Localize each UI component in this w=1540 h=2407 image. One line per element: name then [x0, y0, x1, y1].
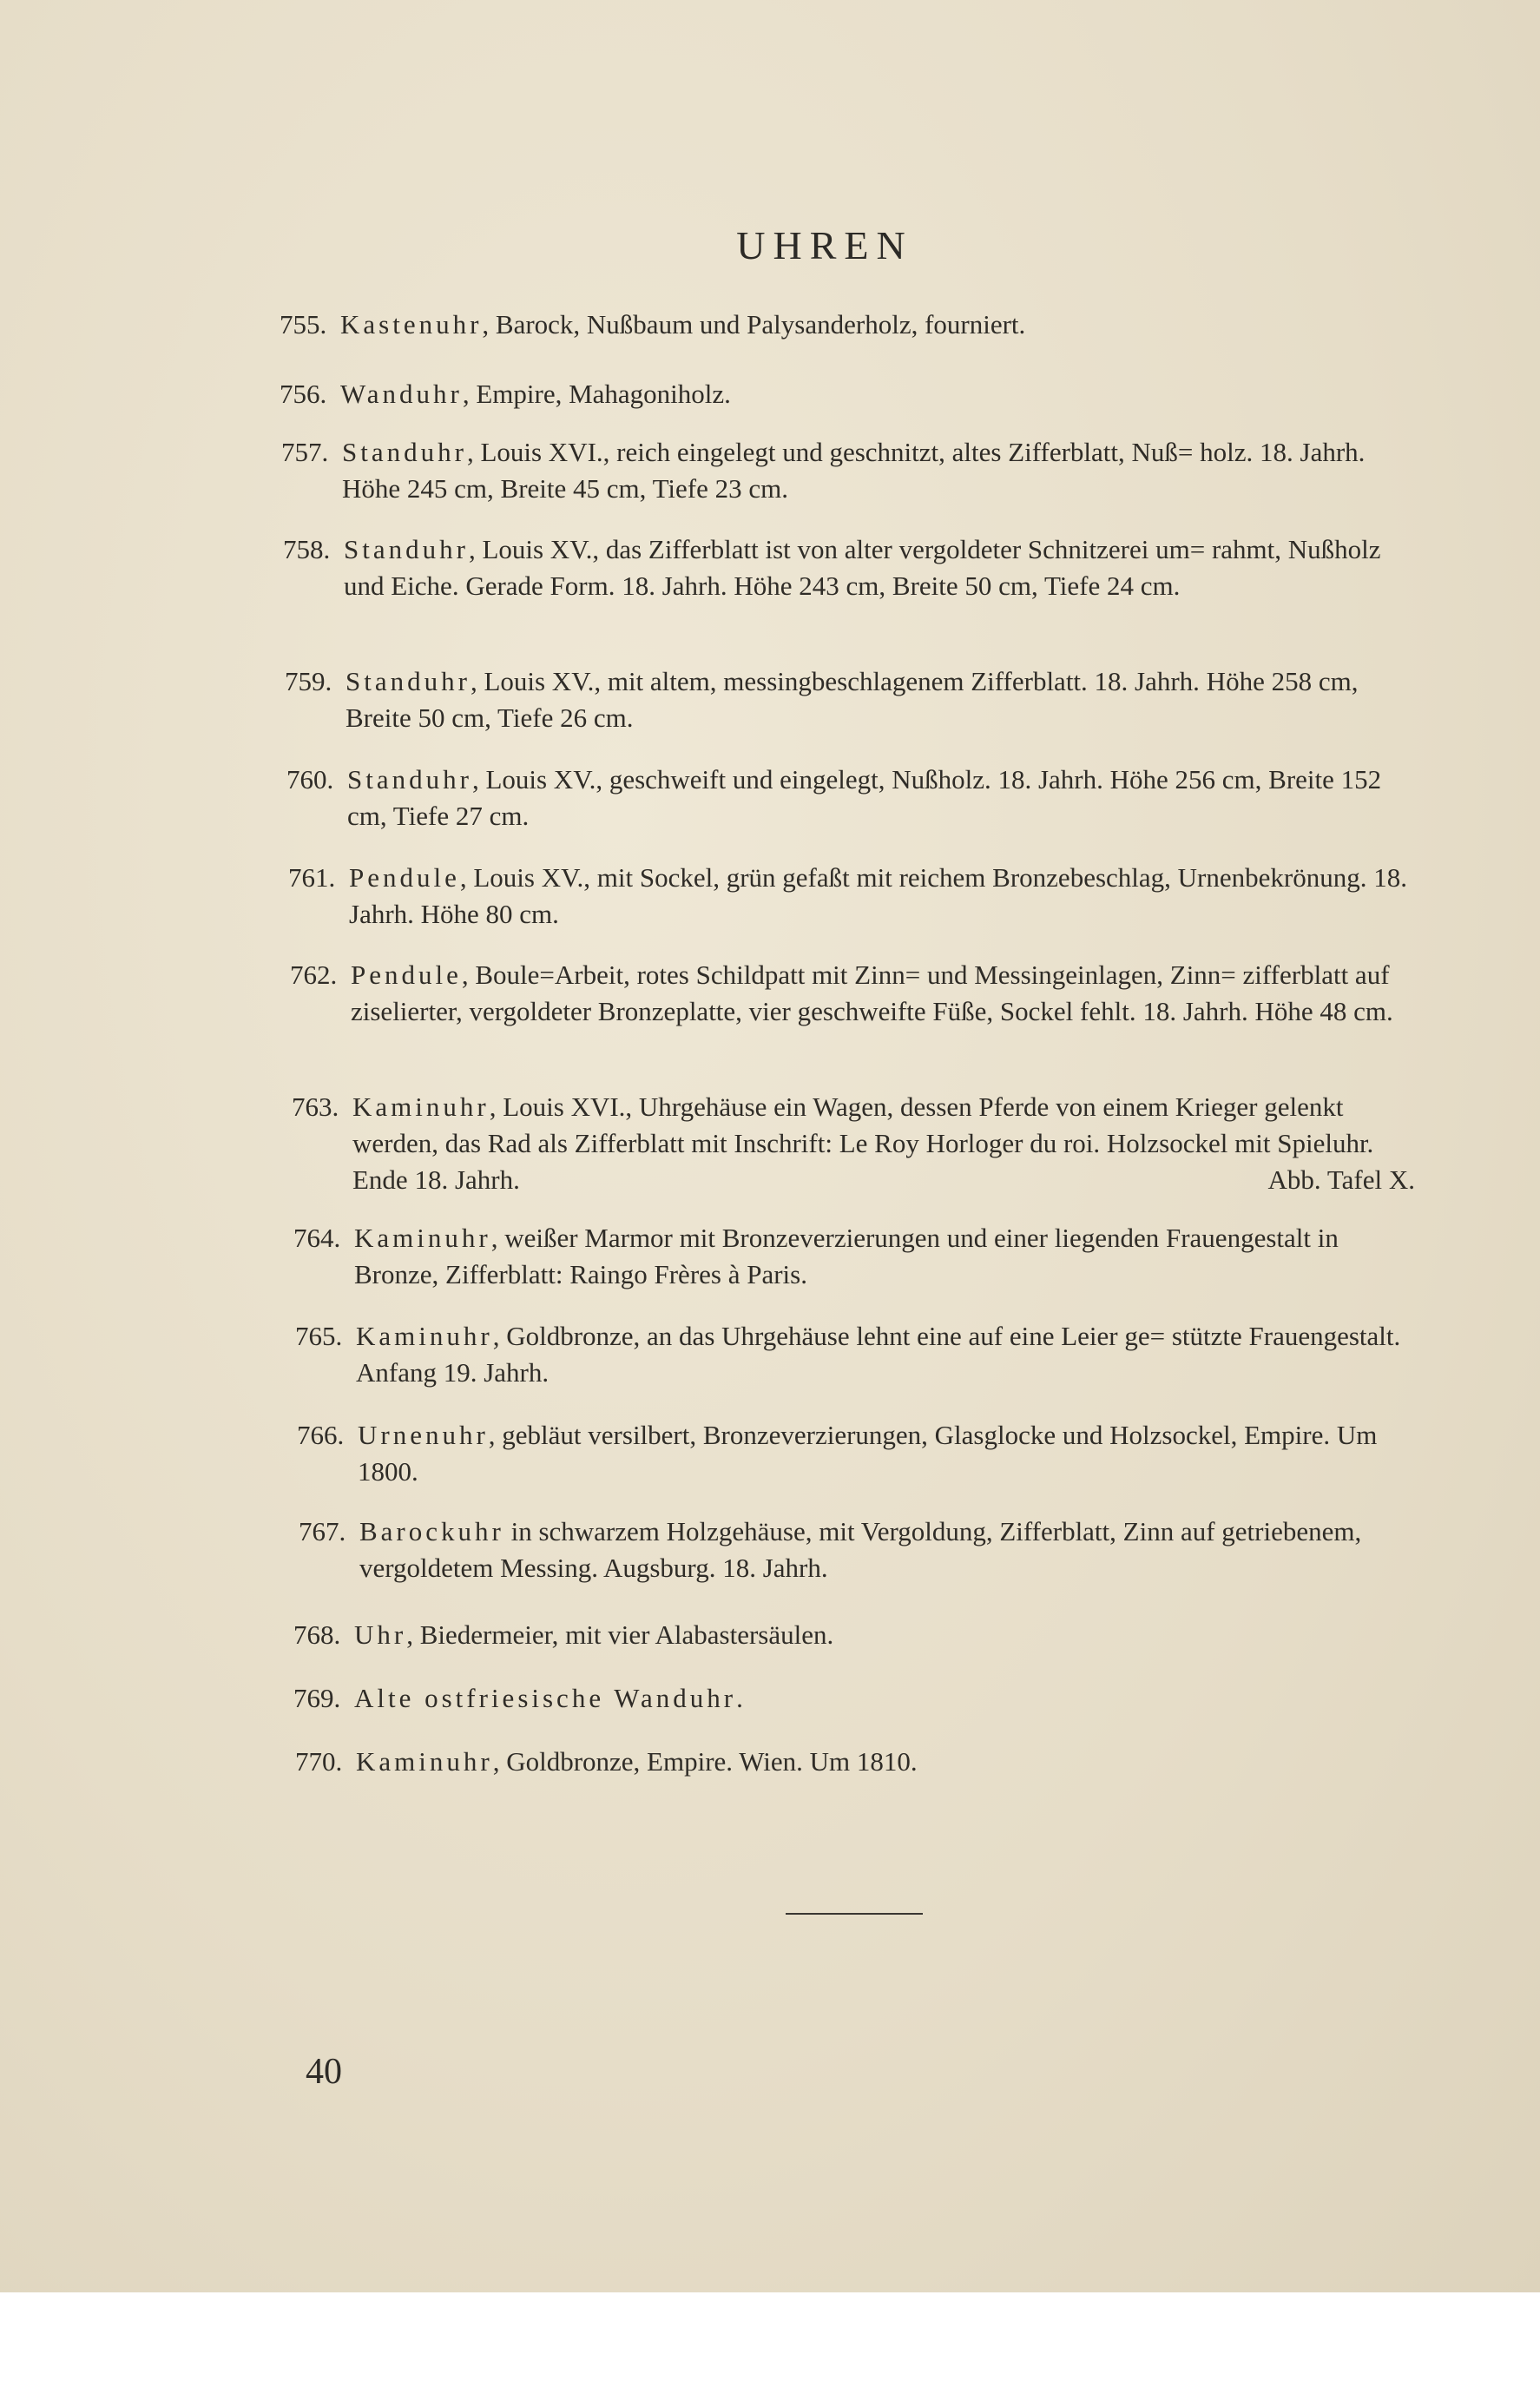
entry-number: 759.: [285, 666, 332, 696]
section-separator-rule: [786, 1913, 923, 1915]
page-number: 40: [306, 2052, 342, 2092]
entry-term: Standuhr: [346, 666, 471, 696]
entry-text: , Biedermeier, mit vier Alabastersäulen.: [406, 1619, 834, 1650]
entry-text: , Louis XV., geschweift und eingelegt, Nußholz. 18. Jahrh. Höhe 256 cm, Breite 152 cm, Tiefe 27 cm.: [347, 764, 1382, 831]
entry-number: 767.: [299, 1516, 346, 1546]
entry-text: , weißer Marmor mit Bronzeverzierungen und einer liegenden Frauengestalt in Bronze, Zifferblatt: Raingo Frères à Paris.: [354, 1223, 1339, 1289]
entry-term: Wanduhr: [340, 379, 463, 409]
entry-term: Urnenuhr: [358, 1420, 489, 1450]
entry-text: , Louis XV., das Zifferblatt ist von alter vergoldeter Schnitzerei um= rahmt, Nußholz und Eiche. Gerade Form. 18. Jahrh. Höhe 243 cm, Breite 50 cm, Tiefe 24 cm.: [344, 534, 1381, 601]
entry-text: .: [736, 1683, 743, 1713]
entry-number: 768.: [293, 1619, 341, 1650]
entry-text: , Louis XV., mit Sockel, grün gefaßt mit reichem Bronzebeschlag, Urnenbekrönung. 18. Jahrh. Höhe 80 cm.: [349, 862, 1407, 929]
entry-text: , Barock, Nußbaum und Palysanderholz, fourniert.: [482, 309, 1026, 340]
entry-term: Kaminuhr: [352, 1091, 490, 1122]
entry-term: Uhr: [354, 1619, 407, 1650]
entry-term: Standuhr: [344, 534, 469, 564]
entry-number: 758.: [283, 534, 331, 564]
entry-number: 756.: [280, 379, 327, 409]
entry-text: , Goldbronze, Empire. Wien. Um 1810.: [492, 1746, 918, 1777]
entry-text: , Louis XVI., Uhrgehäuse ein Wagen, dessen Pferde von einem Krieger gelenkt werden, das Rad als Zifferblatt mit Inschrift: Le Roy Horloger du roi. Holzsockel mit Spieluhr. Ende 18. Jahrh.: [352, 1091, 1374, 1195]
entry-number: 760.: [286, 764, 334, 795]
page-title: UHREN: [736, 223, 913, 267]
entry-number: 764.: [293, 1223, 341, 1253]
entry-number: 757.: [281, 437, 329, 467]
entry-term: Barockuhr: [359, 1516, 504, 1546]
entry-number: 766.: [297, 1420, 345, 1450]
entry-term: Alte ostfriesische Wanduhr: [354, 1683, 737, 1713]
entry-term: Kaminuhr: [356, 1321, 493, 1351]
entry-term: Pendule: [351, 960, 462, 990]
entry-term: Kaminuhr: [354, 1223, 491, 1253]
entry-text: , Boule=Arbeit, rotes Schildpatt mit Zinn= und Messingeinlagen, Zinn= zifferblatt auf ziselierter, vergoldeter Bronzeplatte, vier geschweifte Füße, Sockel fehlt. 18. Jahrh. Höhe 48 cm.: [351, 960, 1393, 1026]
entry-text: , Goldbronze, an das Uhrgehäuse lehnt eine auf eine Leier ge= stützte Frauengestalt. Anfang 19. Jahrh.: [356, 1321, 1401, 1388]
entry-number: 770.: [295, 1746, 343, 1777]
entry-term: Kastenuhr: [340, 309, 483, 340]
entry-number: 769.: [293, 1683, 341, 1713]
entry-text: , Louis XVI., reich eingelegt und geschnitzt, altes Zifferblatt, Nuß= holz. 18. Jahrh. Höhe 245 cm, Breite 45 cm, Tiefe 23 cm.: [342, 437, 1366, 504]
entry-number: 761.: [288, 862, 336, 893]
entry-text: , gebläut versilbert, Bronzeverzierungen, Glasglocke und Holzsockel, Empire. Um 1800.: [358, 1420, 1378, 1487]
plate-reference: Abb. Tafel X.: [1267, 1164, 1415, 1195]
digitization-footer: [0, 2292, 1540, 2407]
entry-term: Standuhr: [347, 764, 472, 795]
entry-term: Pendule: [349, 862, 460, 893]
entry-text: in schwarzem Holzgehäuse, mit Vergoldung, Zifferblatt, Zinn auf getriebenem, vergoldetem Messing. Augsburg. 18. Jahrh.: [359, 1516, 1362, 1583]
entry-text: , Louis XV., mit altem, messingbeschlagenem Zifferblatt. 18. Jahrh. Höhe 258 cm, Breite 50 cm, Tiefe 26 cm.: [346, 666, 1359, 733]
entry-number: 762.: [290, 960, 338, 990]
entry-term: Standuhr: [342, 437, 467, 467]
entry-term: Kaminuhr: [356, 1746, 493, 1777]
entry-text: , Empire, Mahagoniholz.: [462, 379, 731, 409]
entry-number: 763.: [292, 1091, 339, 1122]
entry-number: 765.: [295, 1321, 343, 1351]
entry-number: 755.: [280, 309, 327, 340]
